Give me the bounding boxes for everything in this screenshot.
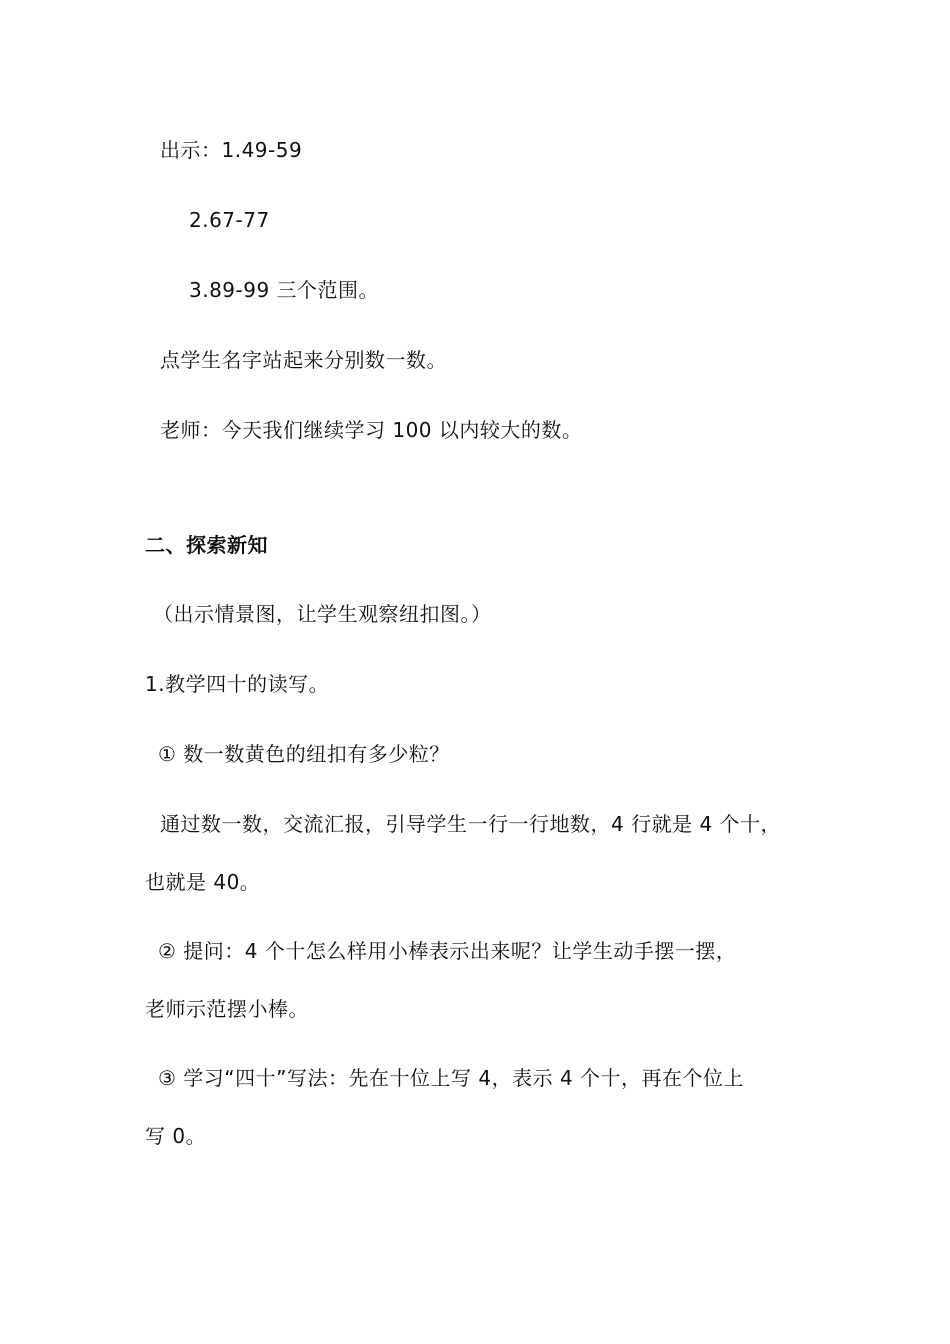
call-students-text: 点学生名字站起来分别数一数。 [160, 348, 447, 372]
show-range-1: 出示：1.49-59 [160, 138, 303, 162]
step-2-line1: ② 提问：4 个十怎么样用小棒表示出来呢？让学生动手摆一摆， [158, 939, 737, 963]
step-1-question: ① 数一数黄色的纽扣有多少粒？ [158, 742, 450, 766]
teacher-text: 老师：今天我们继续学习 100 以内较大的数。 [160, 418, 583, 442]
step-1-desc-line1: 通过数一数，交流汇报，引导学生一行一行地数，4 行就是 4 个十， [160, 812, 782, 836]
step-3-line2: 写 0。 [145, 1124, 207, 1148]
show-range-2: 2.67-77 [189, 208, 270, 232]
step-3-line1: ③ 学习“四十”写法：先在十位上写 4，表示 4 个十，再在个位上 [158, 1066, 745, 1090]
section-heading: 二、探索新知 [145, 533, 268, 557]
step-1-desc-line2: 也就是 40。 [145, 870, 261, 894]
show-range-3: 3.89-99 三个范围。 [189, 278, 380, 302]
scene-note: （出示情景图，让学生观察纽扣图。） [153, 602, 492, 626]
step-2-line2: 老师示范摆小棒。 [145, 997, 309, 1021]
item-1-title: 1.教学四十的读写。 [145, 672, 330, 696]
